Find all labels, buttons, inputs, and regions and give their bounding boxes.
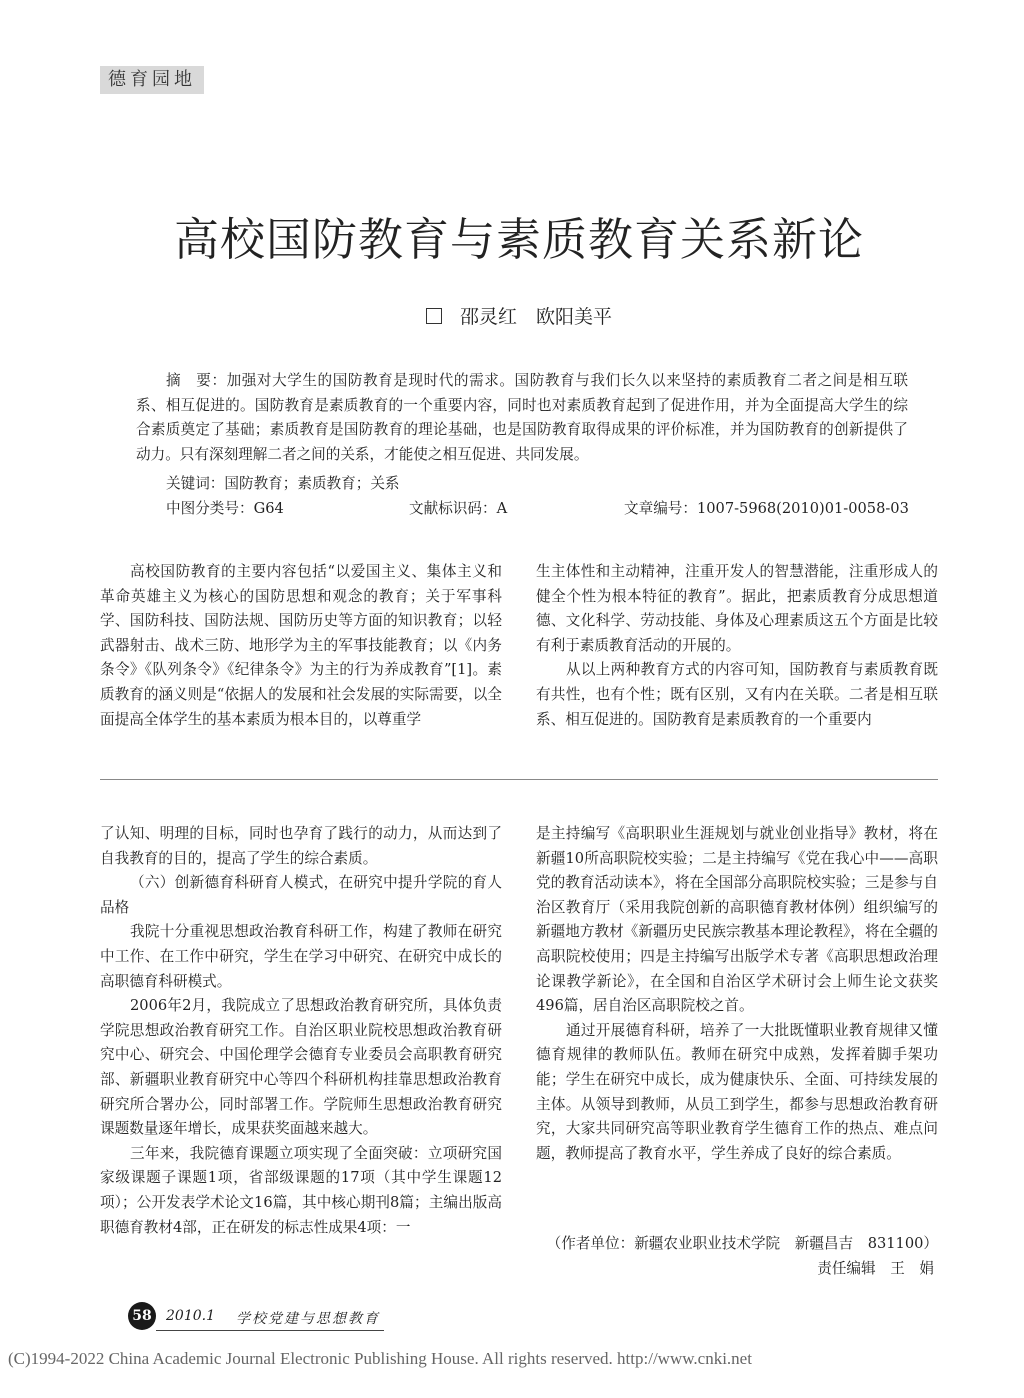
body-paragraph: 从以上两种教育方式的内容可知，国防教育与素质教育既有共性，也有个性；既有区别，又有内在关联。二者是相互联系、相互促进的。国防教育是素质教育的一个重要内	[536, 661, 938, 728]
article-number: 文章编号：1007-5968(2010)01-0058-03	[624, 500, 909, 517]
bottom-left-column	[100, 822, 502, 1240]
responsible-editor: 责任编辑 王 娟	[817, 1259, 934, 1277]
article-title: 高校国防教育与素质教育关系新论	[173, 213, 864, 266]
journal-name: 学校党建与思想教育	[236, 1311, 380, 1327]
author-names: 邵灵红 欧阳美平	[459, 306, 612, 328]
body-paragraph: 了认知、明理的目标，同时也孕育了践行的动力，从而达到了自我教育的目的，提高了学生的综合素质。	[100, 825, 502, 867]
top-left-column	[100, 560, 502, 732]
issue-number: 2010.1	[166, 1308, 215, 1324]
keywords: 关键词：国防教育；素质教育；关系	[166, 475, 400, 492]
author-unit-line: （作者单位：新疆农业职业技术学院 新疆昌吉 831100）	[546, 1235, 938, 1252]
author-affiliation	[536, 1232, 938, 1281]
body-paragraph: 是主持编写《高职职业生涯规划与就业创业指导》教材，将在新疆10所高职院校实验；二是主持编写《党在我心中——高职党的教育活动读本》，将在全国部分高职院校实验；三是参与自治区教育厅（采用我院创新的高职德育教材体例）组织编写的新疆地方教材《新疆历史民族宗教基本理论教程》，将在全疆的高职院校使用；四是主持编写出版学术专著《高职思想政治理论课教学新论》，在全国和自治区学术研讨会上师生论文获奖496篇，居自治区高职院校之首。	[536, 825, 938, 1015]
section-heading: （六）创新德育科研育人模式，在研究中提升学院的育人品格	[100, 874, 502, 916]
page-number: 58	[128, 1302, 156, 1330]
body-paragraph: 高校国防教育的主要内容包括“以爱国主义、集体主义和革命英雄主义为核心的国防思想和观念的教育；关于军事科学、国防科技、国防法规、国防历史等方面的知识教育；以轻武器射击、战术三防、地形学为主的军事技能教育；以《内务条令》《队列条令》《纪律条令》为主的行为养成教育”[1]。素质教育的涵义则是“依据人的发展和社会发展的实际需要，以全面提高全体学生的基本素质为根本目的，以尊重学	[100, 563, 502, 728]
footer-rule	[156, 1330, 384, 1331]
body-paragraph: 生主体性和主动精神，注重开发人的智慧潜能，注重形成人的健全个性为根本特征的教育”。据此，把素质教育分成思想道德、文化科学、劳动技能、身体及心理素质这五个方面是比较有利于素质教育活动的开展的。	[536, 563, 938, 654]
bottom-right-column	[536, 822, 938, 1166]
copyright-notice: (C)1994-2022 China Academic Journal Electronic Publishing House. All rights reserved. http://www.cnki.net	[8, 1349, 752, 1368]
classification-number: 中图分类号：G64	[166, 500, 284, 517]
document-code: 文献标识码：A	[409, 500, 508, 517]
abstract: 摘 要：加强对大学生的国防教育是现时代的需求。国防教育与我们长久以来坚持的素质教育二者之间是相互联系、相互促进的。国防教育是素质教育的一个重要内容，同时也对素质教育起到了促进作用，并为全面提高大学生的综合素质奠定了基础；素质教育是国防教育的理论基础，也是国防教育取得成果的评价标准，并为国防教育的创新提供了动力。只有深刻理解二者之间的关系，才能使之相互促进、共同发展。	[136, 372, 908, 463]
page-footer	[128, 1302, 384, 1332]
body-paragraph: 三年来，我院德育课题立项实现了全面突破：立项研究国家级课题子课题1项，省部级课题的17项（其中学生课题12项）；公开发表学术论文16篇，其中核心期刊8篇；主编出版高职德育教材4部，正在研发的标志性成果4项：一	[100, 1144, 502, 1236]
body-paragraph: 通过开展德育科研，培养了一大批既懂职业教育规律又懂德育规律的教师队伍。教师在研究中成熟，发挥着脚手架功能；学生在研究中成长，成为健康快乐、全面、可持续发展的主体。从领导到教师，从员工到学生，都参与思想政治教育研究，大家共同研究高等职业教育学生德育工作的热点、难点问题，教师提高了教育水平，学生养成了良好的综合素质。	[536, 1021, 938, 1162]
square-bullet-icon	[426, 308, 442, 324]
top-right-column	[536, 560, 938, 732]
body-paragraph: 我院十分重视思想政治教育科研工作，构建了教师在研究中工作、在工作中研究，学生在学习中研究、在研究中成长的高职德育科研模式。	[100, 923, 502, 990]
section-tag: 德育园地	[100, 66, 204, 94]
body-paragraph: 2006年2月，我院成立了思想政治教育研究所，具体负责学院思想政治教育研究工作。自治区职业院校思想政治教育研究中心、研究会、中国伦理学会德育专业委员会高职教育研究部、新疆职业教育研究中心等四个科研机构挂靠思想政治教育研究所合署办公，同时部署工作。学院师生思想政治教育研究课题数量逐年增长，成果获奖面越来越大。	[100, 997, 502, 1138]
byline	[100, 304, 938, 330]
section-divider	[100, 779, 938, 780]
